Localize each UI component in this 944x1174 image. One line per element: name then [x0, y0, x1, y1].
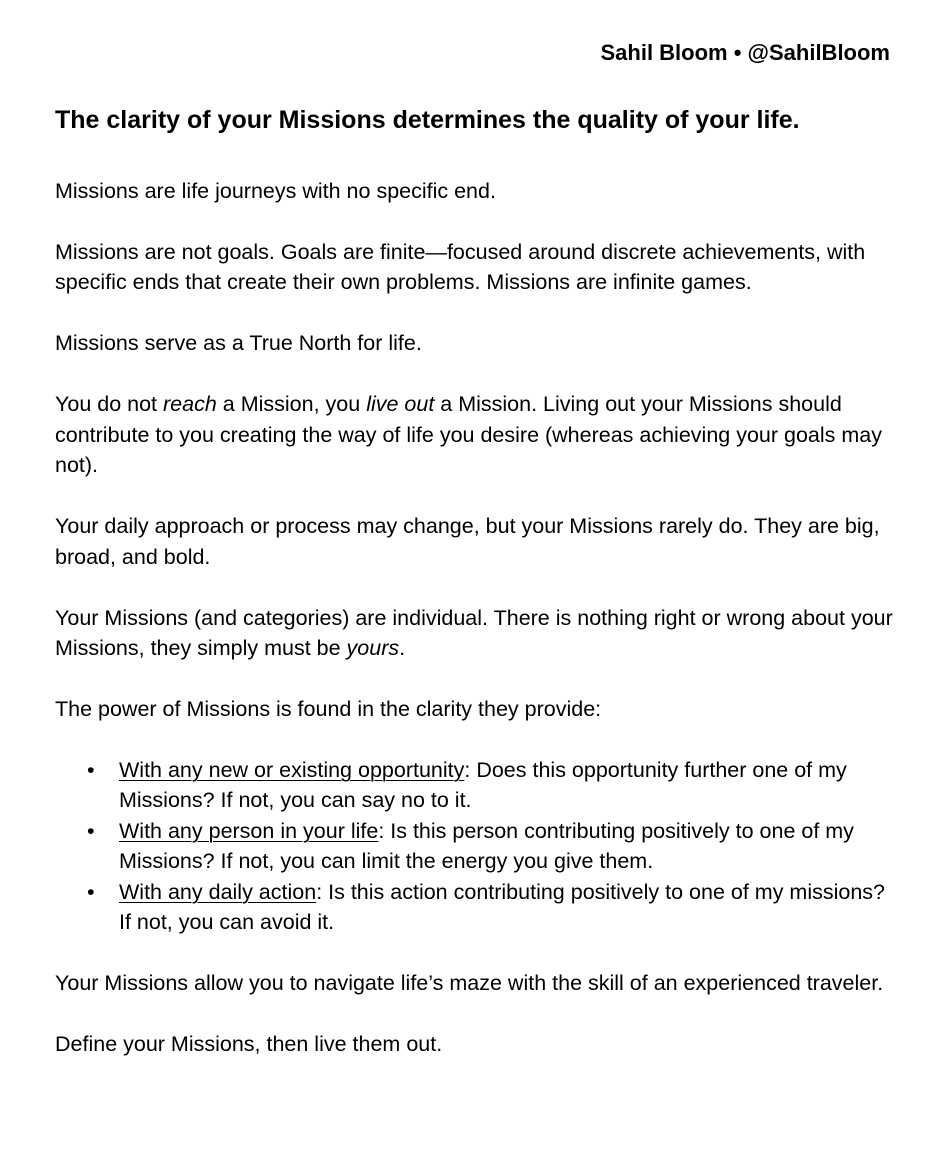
paragraph-daily-approach: Your daily approach or process may change, but your Missions rarely do. They are big, broad, and bold.	[55, 514, 880, 569]
paragraph-missions-vs-goals: Missions are not goals. Goals are finite—focused around discrete achievements, with specific ends that create their own problems. Missions are infinite games.	[55, 240, 866, 295]
bullet-icon: •	[87, 879, 95, 904]
paragraph-text: You do not	[55, 392, 164, 417]
list-item	[87, 877, 895, 938]
paragraph-individual	[55, 603, 895, 664]
author-byline: Sahil Bloom • @SahilBloom	[600, 40, 890, 65]
document-body	[55, 176, 895, 1090]
bullet-term: With any daily action	[119, 879, 317, 904]
paragraph-text: a Mission, you	[216, 392, 367, 417]
paragraph-navigate-maze: Your Missions allow you to navigate life’s maze with the skill of an experienced traveler.	[55, 971, 884, 996]
paragraph-live-out	[55, 389, 895, 480]
clarity-bullet-list	[55, 755, 895, 937]
bullet-icon: •	[87, 818, 95, 843]
bullet-icon: •	[87, 758, 95, 783]
emphasis-text: reach	[163, 392, 217, 417]
page-title: The clarity of your Missions determines the quality of your life.	[55, 106, 800, 134]
bullet-text: : Does this opportunity further one of my Missions? If not, you can say no to it.	[119, 758, 847, 813]
bullet-term: With any new or existing opportunity	[119, 758, 465, 783]
paragraph-define-missions: Define your Missions, then live them out.	[55, 1032, 443, 1057]
paragraph-true-north: Missions serve as a True North for life.	[55, 331, 422, 356]
list-item	[87, 816, 895, 877]
paragraph-text: .	[399, 636, 406, 661]
bullet-text: : Is this person contributing positively to one of my Missions? If not, you can limit the energy you give them.	[119, 818, 854, 874]
emphasis-text: live out	[366, 392, 435, 417]
paragraph-power-of-clarity: The power of Missions is found in the clarity they provide:	[55, 697, 602, 722]
paragraph-text: a Mission. Living out your Missions should contribute to you creating the way of life you desire (whereas achieving your goals may not).	[55, 392, 882, 478]
bullet-text: : Is this action contributing positively to one of my missions? If not, you can avoid it.	[119, 879, 886, 935]
paragraph-missions-definition: Missions are life journeys with no specific end.	[55, 179, 496, 203]
bullet-term: With any person in your life	[119, 818, 379, 843]
emphasis-text: yours	[346, 636, 400, 661]
paragraph-text: Your Missions (and categories) are individual. There is nothing right or wrong about your Missions, they simply must be	[55, 605, 893, 661]
list-item	[87, 755, 895, 816]
